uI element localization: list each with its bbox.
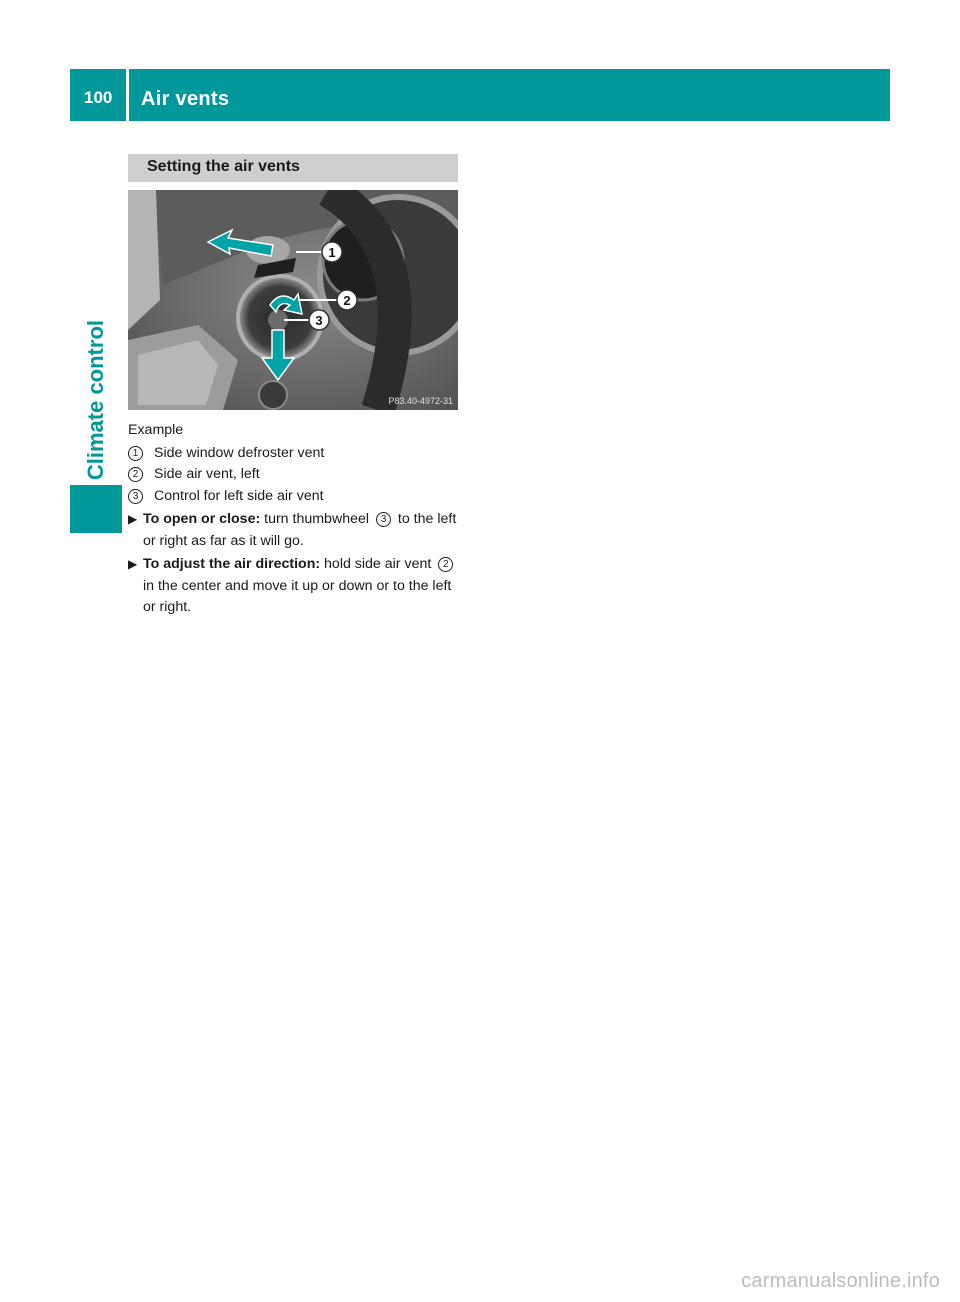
- mirror-switch: [259, 381, 287, 409]
- page-title: Air vents: [141, 88, 230, 110]
- figure-code: P83.40-4972-31: [388, 396, 453, 406]
- legend-text: Side air vent, left: [154, 466, 260, 482]
- step-ref-number: 2: [438, 557, 453, 572]
- side-tab-text: Climate control: [83, 319, 108, 480]
- legend-item: [128, 464, 460, 486]
- air-vent-drawing: [128, 190, 458, 410]
- step-ref-number: 3: [376, 512, 391, 527]
- side-tab-marker: [70, 485, 122, 533]
- legend-item: [128, 486, 460, 508]
- step-open-close: [128, 509, 460, 552]
- legend-number: 3: [128, 489, 143, 504]
- triangle-right-icon: ▶: [128, 512, 138, 526]
- step-text: hold side air vent: [320, 556, 436, 572]
- step-text: to the left or right as far as it will go.: [143, 511, 457, 549]
- air-vent-illustration: [128, 190, 458, 410]
- legend-number: 1: [128, 446, 143, 461]
- legend-number: 2: [128, 467, 143, 482]
- callout-2-label: 2: [343, 293, 351, 308]
- legend-text: Side window defroster vent: [154, 444, 325, 461]
- instructions-block: [128, 420, 460, 619]
- figure-caption: Example: [128, 422, 184, 438]
- step-label: To open or close:: [143, 511, 261, 527]
- header-divider: [126, 69, 129, 121]
- step-text: turn thumbwheel: [260, 511, 373, 527]
- triangle-right-icon: ▶: [128, 557, 138, 571]
- step-text: in the center and move it up or down or to the left or right.: [143, 577, 452, 615]
- step-adjust-direction: [128, 554, 460, 619]
- callout-3-label: 3: [315, 313, 323, 328]
- section-title: Setting the air vents: [147, 158, 300, 175]
- footer-watermark: carmanualsonline.info: [741, 1270, 940, 1292]
- legend-text: Control for left side air vent: [154, 487, 324, 504]
- callout-1-label: 1: [328, 245, 336, 260]
- side-tab-label: [70, 180, 122, 480]
- legend-item: [128, 443, 460, 465]
- step-label: To adjust the air direction:: [143, 556, 321, 572]
- page-number: 100: [84, 88, 113, 107]
